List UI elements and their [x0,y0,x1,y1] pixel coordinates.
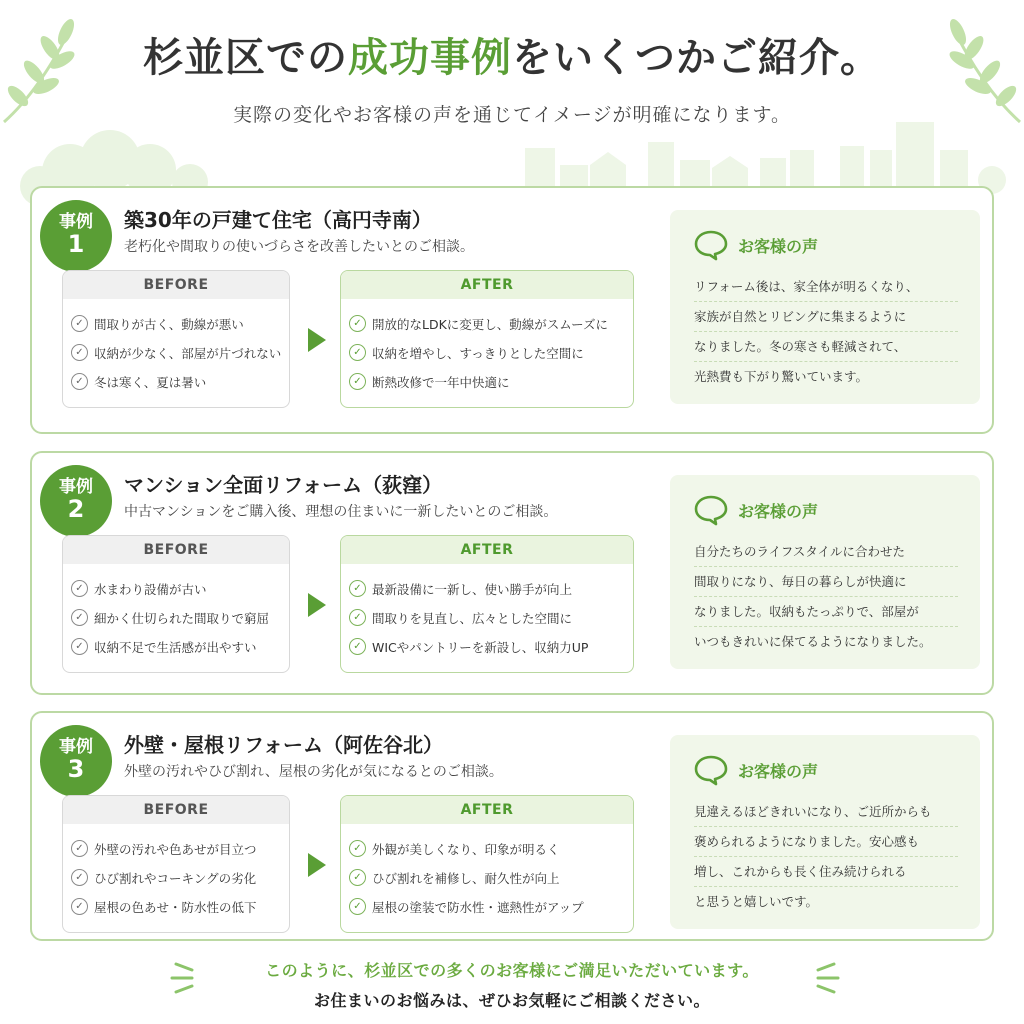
accent-lines-left-icon [170,958,204,998]
case-card-1 [30,186,994,434]
item-text: 収納を増やし、すっきりとした空間に [372,345,584,361]
customer-voice-box [670,210,980,404]
after-header: AFTER [341,796,633,824]
arrow-right-icon [308,853,326,877]
customer-voice-title: お客様の声 [738,236,819,256]
item-text: 収納不足で生活感が出やすい [94,639,257,655]
before-header: BEFORE [63,536,289,564]
after-list [341,564,633,661]
footer-message: このように、杉並区での多くのお客様にご満足いただいています。 [265,961,759,980]
after-item [349,863,633,892]
customer-voice-header [694,753,960,787]
item-text: 間取りが古く、動線が悪い [94,316,244,332]
before-header: BEFORE [63,271,289,299]
customer-voice-header [694,493,960,527]
customer-voice-box [670,735,980,929]
item-text: 開放的なLDKに変更し、動線がスムーズに [372,316,609,332]
customer-voice-title: お客様の声 [738,761,819,781]
case-badge-number: 2 [67,495,85,524]
before-list [63,824,289,921]
customer-voice-line: いつもきれいに保てるようになりました。 [694,634,932,649]
check-icon: ✓ [71,580,88,597]
case-title: 築30年の戸建て住宅（高円寺南） [124,208,432,232]
before-panel [62,270,290,408]
case-description: 外壁の汚れやひび割れ、屋根の劣化が気になるとのご相談。 [124,764,503,780]
item-text: 屋根の色あせ・防水性の低下 [94,899,257,915]
before-item [71,603,289,632]
item-text: 冬は寒く、夏は暑い [94,374,207,390]
before-item [71,632,289,661]
case-card-2 [30,451,994,695]
customer-voice-text [694,272,960,392]
arrow-right-icon [308,593,326,617]
item-text: 外観が美しくなり、印象が明るく [372,841,560,857]
case-badge-number: 3 [67,755,85,784]
before-list [63,564,289,661]
city-skyline-icon [525,122,1006,194]
case-card-3 [30,711,994,941]
check-icon: ✓ [71,373,88,390]
before-item [71,863,289,892]
item-text: 細かく仕切られた間取りで窮屈 [94,610,270,626]
check-icon: ✓ [71,898,88,915]
page-footer [0,958,1024,1016]
customer-voice-line: と思うと嬉しいです。 [694,894,819,909]
after-item [349,309,633,338]
before-item [71,367,289,396]
check-icon: ✓ [349,840,366,857]
case-badge-label: 事例 [59,212,93,233]
item-text: 外壁の汚れや色あせが目立つ [94,841,257,857]
check-icon: ✓ [71,869,88,886]
case-badge-label: 事例 [59,477,93,498]
accent-lines-right-icon [806,958,840,998]
after-header: AFTER [341,271,633,299]
before-panel [62,795,290,933]
customer-voice-line: なりました。冬の寒さも軽減されて、 [694,332,958,362]
check-icon: ✓ [71,638,88,655]
customer-voice-line: 増し、これからも長く住み続けられる [694,857,958,887]
item-text: 屋根の塗装で防水性・遮熱性がアップ [372,899,584,915]
before-item [71,338,289,367]
speech-bubble-icon [694,494,728,526]
page-title [0,28,1024,88]
after-item [349,574,633,603]
speech-bubble-icon [694,754,728,786]
item-text: 最新設備に一新し、使い勝手が向上 [372,581,573,597]
after-item [349,603,633,632]
before-item [71,309,289,338]
before-item [71,834,289,863]
check-icon: ✓ [349,898,366,915]
before-header: BEFORE [63,796,289,824]
item-text: ひび割れを補修し、耐久性が向上 [372,870,560,886]
arrow-right-icon [308,328,326,352]
check-icon: ✓ [71,609,88,626]
title-prefix: 杉並区での [143,35,348,81]
customer-voice-line: なりました。収納もたっぷりで、部屋が [694,597,958,627]
customer-voice-line: 自分たちのライフスタイルに合わせた [694,537,958,567]
before-item [71,574,289,603]
after-item [349,632,633,661]
title-accent: 成功事例 [348,35,512,81]
customer-voice-line: 間取りになり、毎日の暮らしが快適に [694,567,958,597]
item-text: 間取りを見直し、広々とした空間に [372,610,573,626]
after-item [349,367,633,396]
customer-voice-line: 褒められるようになりました。安心感も [694,827,958,857]
customer-voice-title: お客様の声 [738,501,819,521]
check-icon: ✓ [349,315,366,332]
item-text: 収納が少なく、部屋が片づれない [94,345,282,361]
after-list [341,299,633,396]
speech-bubble-icon [694,229,728,261]
case-description: 中古マンションをご購入後、理想の住まいに一新したいとのご相談。 [124,504,558,520]
case-badge [40,465,112,537]
customer-voice-header [694,228,960,262]
after-panel [340,795,634,933]
after-item [349,834,633,863]
customer-voice-box [670,475,980,669]
case-badge-number: 1 [67,230,85,259]
case-badge [40,725,112,797]
page-header [0,28,1024,127]
check-icon: ✓ [349,638,366,655]
after-panel [340,535,634,673]
page-subtitle: 実際の変化やお客様の声を通じてイメージが明確になります。 [233,104,791,126]
customer-voice-text [694,797,960,917]
customer-voice-line: 家族が自然とリビングに集まるように [694,302,958,332]
case-title: 外壁・屋根リフォーム（阿佐谷北） [124,733,443,757]
title-suffix: をいくつかご紹介。 [512,35,881,81]
case-description: 老朽化や間取りの使いづらさを改善したいとのご相談。 [124,239,474,255]
check-icon: ✓ [349,580,366,597]
case-badge-label: 事例 [59,737,93,758]
check-icon: ✓ [349,869,366,886]
check-icon: ✓ [71,840,88,857]
case-badge [40,200,112,272]
before-panel [62,535,290,673]
after-list [341,824,633,921]
check-icon: ✓ [349,609,366,626]
customer-voice-line: 見違えるほどきれいになり、ご近所からも [694,797,958,827]
after-header: AFTER [341,536,633,564]
item-text: 断熱改修で一年中快適に [372,374,510,390]
customer-voice-text [694,537,960,657]
item-text: WICやパントリーを新設し、収納力UP [372,639,589,655]
customer-voice-line: 光熱費も下がり驚いています。 [694,369,869,384]
before-item [71,892,289,921]
after-item [349,892,633,921]
case-title: マンション全面リフォーム（荻窪） [124,473,443,497]
customer-voice-line: リフォーム後は、家全体が明るくなり、 [694,272,958,302]
check-icon: ✓ [71,344,88,361]
footer-call-to-action: お住まいのお悩みは、ぜひお気軽にご相談ください。 [313,991,710,1010]
check-icon: ✓ [349,373,366,390]
after-panel [340,270,634,408]
item-text: ひび割れやコーキングの劣化 [94,870,257,886]
item-text: 水まわり設備が古い [94,581,207,597]
before-list [63,299,289,396]
after-item [349,338,633,367]
check-icon: ✓ [349,344,366,361]
check-icon: ✓ [71,315,88,332]
